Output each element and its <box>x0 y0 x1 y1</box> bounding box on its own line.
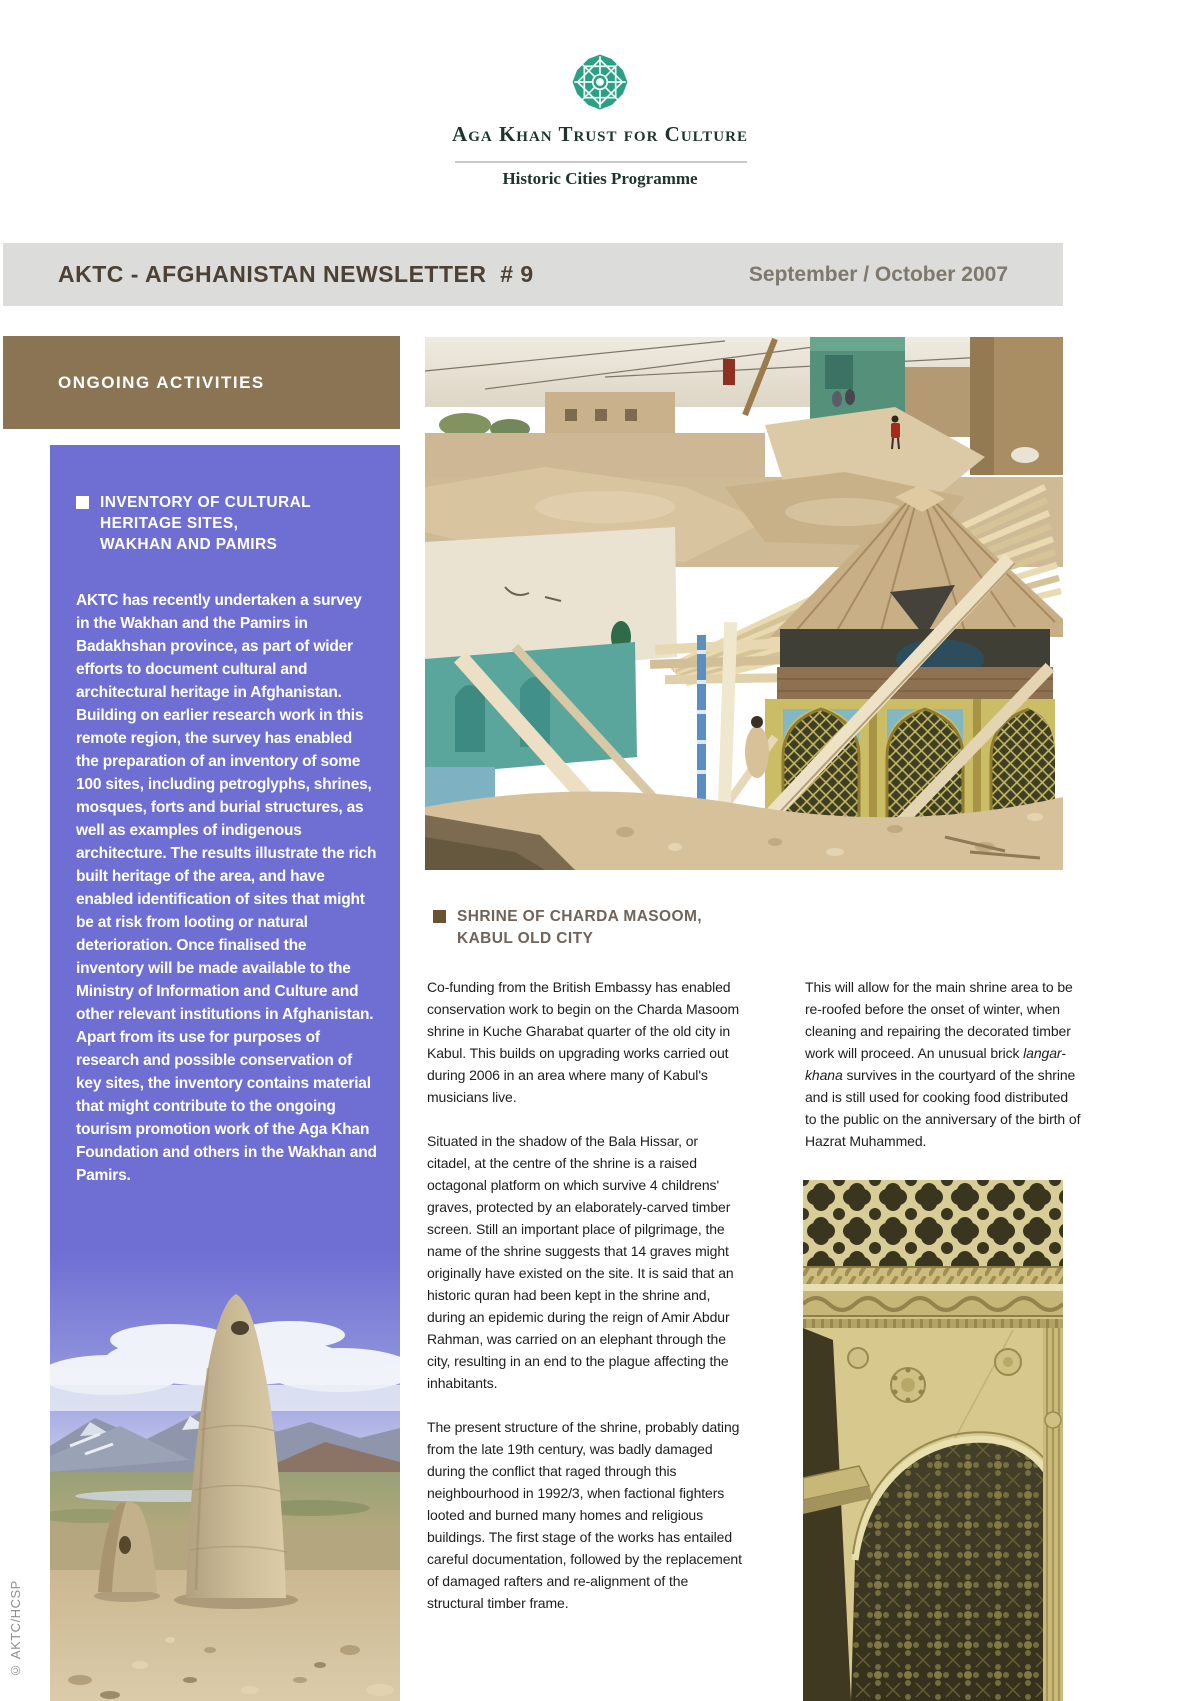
article-column-right <box>805 976 1083 1174</box>
sidebar-article <box>50 445 400 1250</box>
paragraph-text: survives in the courtyard of the shrine and is still used for cooking food distributed to the public on the anniversary of the birth of Hazrat Muhammed. <box>805 1067 1081 1149</box>
square-bullet-icon <box>433 910 446 923</box>
newsletter-header-bar <box>3 243 1063 306</box>
square-bullet-icon <box>76 496 89 509</box>
issue-date: September / October 2007 <box>748 262 1008 286</box>
paragraph <box>805 976 1083 1152</box>
sidebar-article-body: AKTC has recently undertaken a survey in the Wakhan and the Pamirs in Badakhshan province, as part of wider efforts to document cultural and architectural heritage in Afghanistan. Building on earlier research work in this remote region, the survey has enabled the preparation of an inventory of some 100 sites, including petroglyphs, shrines, mosques, forts and burial structures, as well as examples of indigenous architecture. The results illustrate the rich built heritage of the area, and have enabled identification of sites that might be at risk from looting or natural deterioration. Once finalised the inventory will be made available to the Ministry of Information and Culture and other relevant institutions in Afghanistan. Apart from its use for purposes of research and possible conservation of key sites, the inventory contains material that might contribute to the ongoing tourism promotion work of the Aga Khan Foundation and others in the Wakhan and Pamirs. <box>76 592 377 1184</box>
photo-credit: © AKTC/HCSP <box>8 1580 23 1678</box>
wakhan-stupa-photo <box>50 1250 400 1701</box>
main-heading-line: SHRINE OF CHARDA MASOOM, <box>457 908 702 925</box>
carved-timber-screen-photo <box>803 1180 1063 1701</box>
newsletter-title: AKTC - AFGHANISTAN NEWSLETTER # 9 <box>58 261 534 287</box>
sidebar-heading-line: WAKHAN AND PAMIRS <box>100 536 278 553</box>
main-heading-line: KABUL OLD CITY <box>457 930 594 947</box>
section-banner-label: ONGOING ACTIVITIES <box>58 372 265 392</box>
paragraph: The present structure of the shrine, probably dating from the late 19th century, was badly damaged during the conflict that raged through this neighbourhood in 1992/3, when factional fighters looted and burned many homes and religious buildings. The first stage of the works has entailed careful documentation, followed by the replacement of damaged rafters and re-alignment of the structural timber frame. <box>427 1419 742 1611</box>
paragraph: Co-funding from the British Embassy has enabled conservation work to begin on the Charda Masoom shrine in Kuche Gharabat quarter of the old city in Kabul. This builds on upgrading works carried out during 2006 in an area where many of Kabul's musicians live. <box>427 979 740 1105</box>
shrine-restoration-photo <box>425 337 1063 870</box>
paragraph-text: This will allow for the main shrine area to be re-roofed before the onset of winter, when cleaning and repairing the decorated timber work will proceed. An unusual brick <box>805 979 1073 1061</box>
paragraph: Situated in the shadow of the Bala Hissar, or citadel, at the centre of the shrine is a raised octagonal platform on which survive 4 childrens' graves, protected by an elaborately-carved timber screen. Still an important place of pilgrimage, the name of the shrine suggests that 14 graves might originally have existed on the site. It is said that an historic quran had been kept in the shrine and, during an epidemic during the reign of Amir Abdur Rahman, was carried on an elephant through the city, resulting in an end to the plague affecting the inhabitants. <box>427 1133 734 1391</box>
main-article-heading <box>433 906 702 950</box>
sidebar-heading-line: INVENTORY OF CULTURAL <box>100 494 312 511</box>
org-name: Aga Khan Trust for Culture <box>452 122 748 146</box>
italic-term: langar-khana <box>805 1045 1066 1083</box>
sidebar-heading-line: HERITAGE SITES, <box>100 515 239 532</box>
aktc-geometric-star-icon <box>572 53 628 111</box>
article-column-left <box>427 976 742 1636</box>
masthead-divider <box>455 161 747 163</box>
programme-name: Historic Cities Programme <box>502 169 698 188</box>
sidebar-article-heading <box>76 492 376 555</box>
section-banner <box>3 336 400 429</box>
